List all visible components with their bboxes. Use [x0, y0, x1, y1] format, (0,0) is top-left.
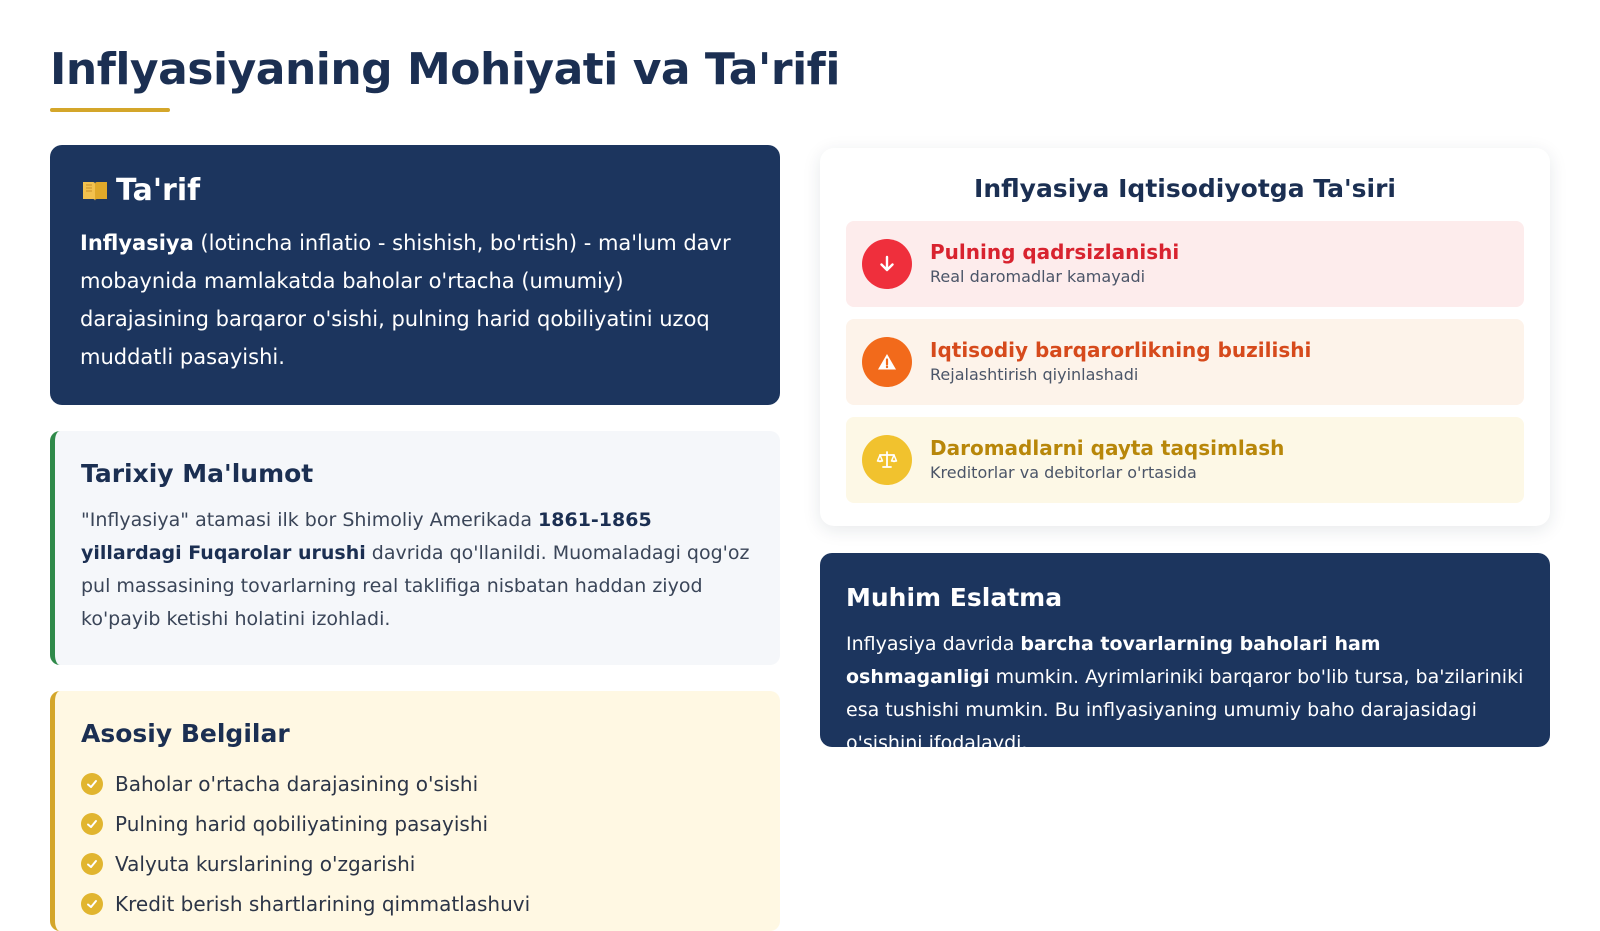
note-card — [820, 553, 1550, 754]
book-icon — [80, 176, 110, 206]
impact-text — [930, 239, 1179, 289]
definition-body: (lotincha inflatio - shishish, bo'rtish) - ma'lum davr mobaynida mamlakatda baholar o'rtacha (umumiy) darajasining barqaror o'sishi, pulning harid qobiliyatini uzoq muddatli pasayishi. — [80, 231, 731, 369]
signs-list — [81, 764, 750, 924]
note-text-bold: barcha tovarlarning baholari ham oshmaganligi — [846, 633, 1381, 688]
page-title: Inflyasiyaning Mohiyati va Ta'rifi — [50, 44, 840, 95]
definition-term: Inflyasiya — [80, 231, 194, 255]
impact-text — [930, 337, 1311, 387]
list-item — [81, 844, 750, 884]
right-column — [820, 148, 1550, 754]
list-item-label: Baholar o'rtacha darajasining o'sishi — [115, 772, 479, 796]
impact-desc: Kreditorlar va debitorlar o'rtasida — [930, 463, 1197, 482]
arrow-down-icon — [862, 239, 912, 289]
title-underline — [50, 108, 170, 112]
list-item — [81, 804, 750, 844]
history-text-start: "Inflyasiya" atamasi ilk bor Shimoliy Amerikada — [81, 509, 539, 531]
history-title: Tarixiy Ma'lumot — [81, 459, 314, 488]
history-text-bold: 1861-1865 yillardagi Fuqarolar urushi — [81, 509, 652, 564]
history-text-end: davrida qo'llanildi. Muomaladagi qog'oz pul massasining tovarlarning real taklifiga nisbatan haddan ziyod ko'payib ketishi holatini izohladi. — [81, 542, 750, 630]
definition-card — [50, 145, 780, 405]
warning-icon — [862, 337, 912, 387]
note-text-start: Inflyasiya davrida — [846, 633, 1021, 655]
signs-title: Asosiy Belgilar — [81, 719, 290, 748]
history-card — [50, 431, 780, 665]
impact-item-devaluation — [846, 221, 1524, 307]
impact-name: Daromadlarni qayta taqsimlash — [930, 436, 1285, 460]
note-text — [846, 628, 1524, 760]
check-icon — [81, 893, 103, 915]
left-column — [50, 145, 780, 931]
list-item — [81, 764, 750, 804]
definition-title: Ta'rif — [116, 173, 201, 208]
list-item-label: Kredit berish shartlarining qimmatlashuvi — [115, 892, 531, 916]
list-item-label: Pulning harid qobiliyatining pasayishi — [115, 812, 489, 836]
list-item — [81, 884, 750, 924]
definition-header — [80, 173, 750, 208]
scale-icon — [862, 435, 912, 485]
impact-desc: Real daromadlar kamayadi — [930, 267, 1146, 286]
history-text — [81, 504, 750, 636]
impact-text — [930, 435, 1284, 485]
check-icon — [81, 773, 103, 795]
check-icon — [81, 813, 103, 835]
note-title: Muhim Eslatma — [846, 583, 1063, 612]
definition-text — [80, 224, 750, 376]
impact-desc: Rejalashtirish qiyinlashadi — [930, 365, 1139, 384]
check-icon — [81, 853, 103, 875]
note-text-end: mumkin. Ayrimlariniki barqaror bo'lib tursa, ba'zilariniki esa tushishi mumkin. Bu inflyasiyaning umumiy baho darajasidagi o'sishini ifodalaydi. — [846, 666, 1524, 754]
list-item-label: Valyuta kurslarining o'zgarishi — [115, 852, 416, 876]
impact-card — [820, 148, 1550, 526]
impact-name: Iqtisodiy barqarorlikning buzilishi — [930, 338, 1312, 362]
signs-card — [50, 691, 780, 931]
impact-name: Pulning qadrsizlanishi — [930, 240, 1180, 264]
impact-title: Inflyasiya Iqtisodiyotga Ta'siri — [974, 174, 1396, 203]
impact-item-redistribution — [846, 417, 1524, 503]
impact-item-instability — [846, 319, 1524, 405]
